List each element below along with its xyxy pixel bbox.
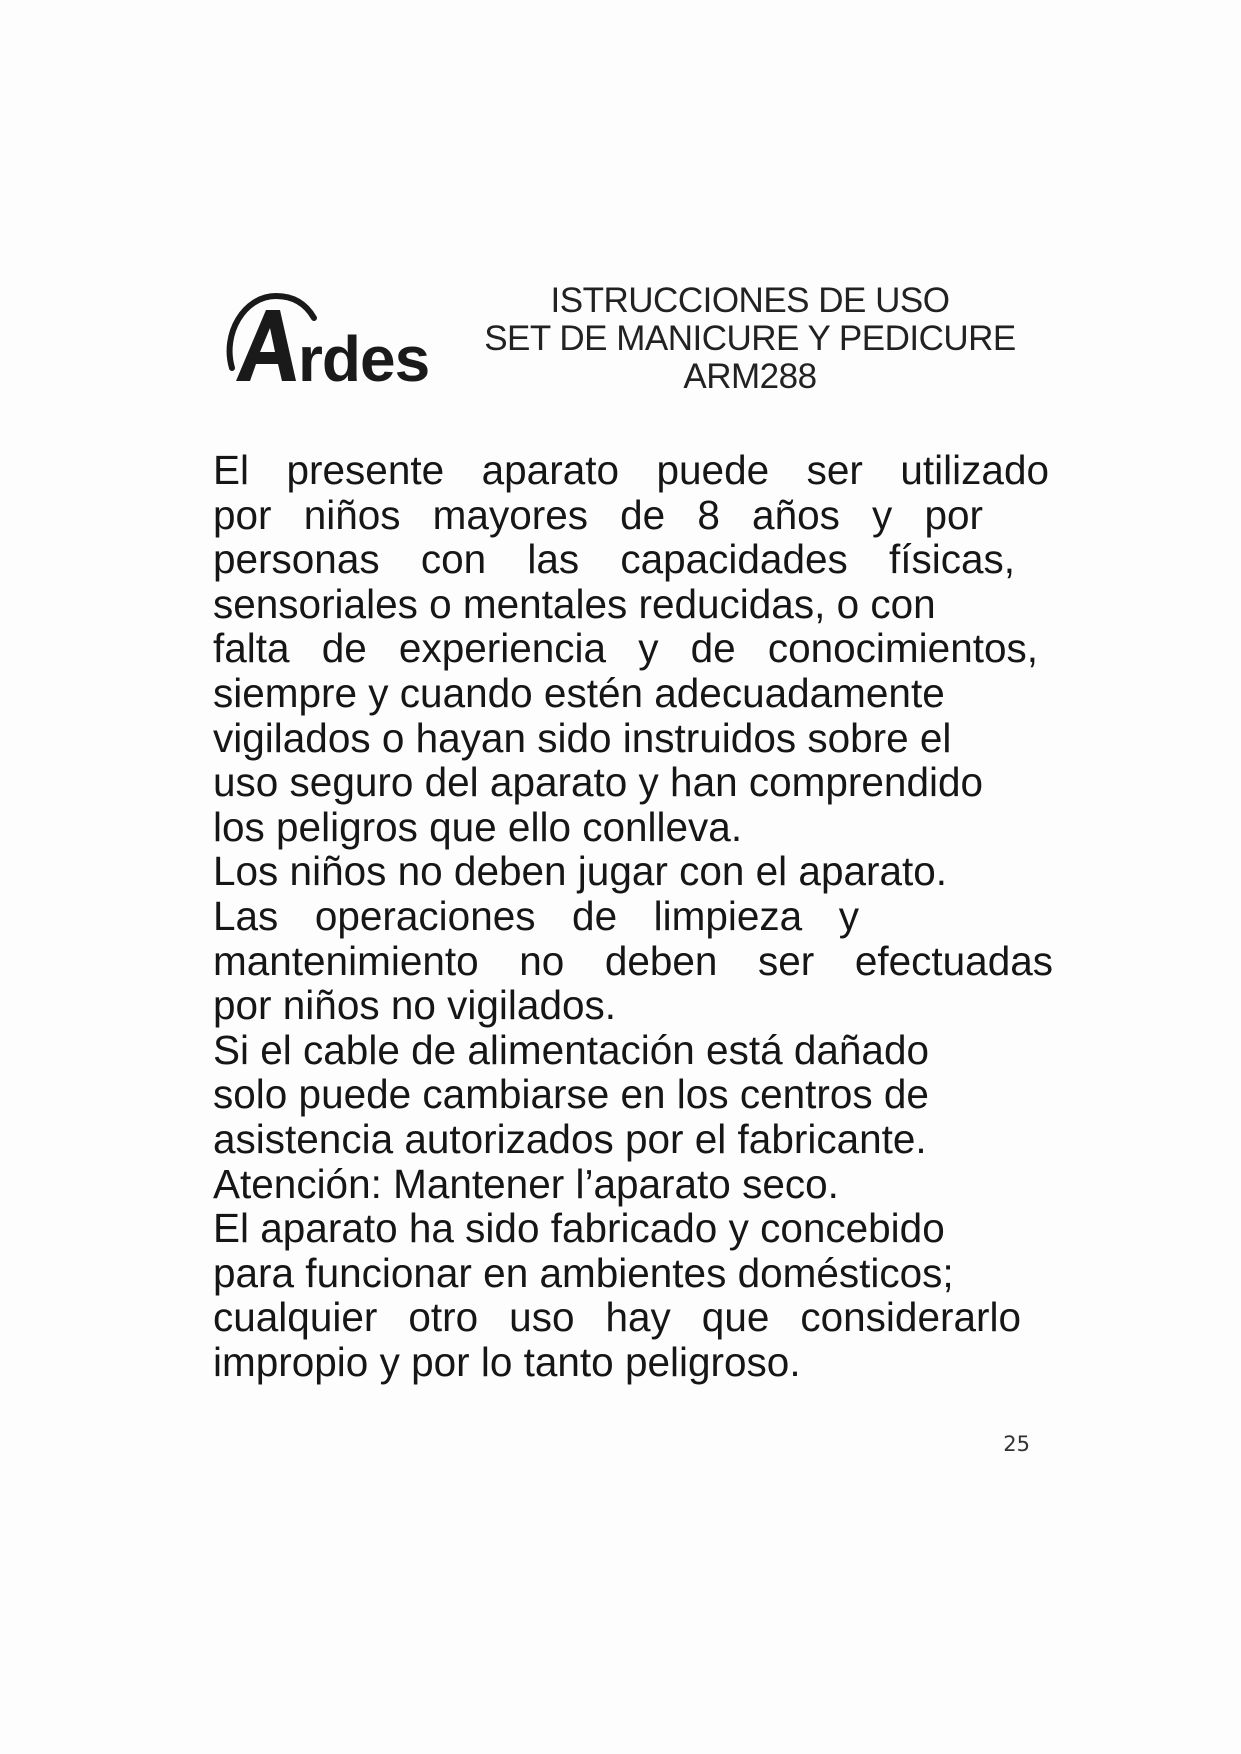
logo-wordmark: rdes [298, 323, 430, 395]
body-line: solo puede cambiarse en los centros de [213, 1071, 929, 1118]
body-line: mantenimiento no deben ser efectuadas [213, 937, 1053, 984]
header-subtitle: SET DE MANICURE Y PEDICURE [484, 319, 1016, 358]
header-model: ARM288 [683, 357, 817, 396]
body-line: vigilados o hayan sido instruidos sobre el [213, 714, 952, 761]
body-line: los peligros que ello conlleva. [213, 803, 743, 850]
body-line: personas con las capacidades físicas, [213, 536, 1015, 583]
body-line: Los niños no deben jugar con el aparato. [213, 848, 948, 895]
body-line: siempre y cuando estén adecuadamente [213, 669, 945, 716]
body-line: uso seguro del aparato y han comprendido [213, 759, 984, 806]
body-line: por niños no vigilados. [213, 982, 617, 1029]
header-title: ISTRUCCIONES DE USO [550, 281, 950, 320]
page-number: 25 [1003, 1432, 1030, 1456]
body-line: Atención: Mantener l’aparato seco. [213, 1160, 839, 1207]
body-line: Las operaciones de limpieza y [213, 892, 859, 939]
document-header [470, 282, 1030, 396]
body-line: El presente aparato puede ser utilizado [213, 447, 1049, 493]
ardes-logo-mark [214, 286, 464, 396]
body-paragraph [213, 448, 1073, 1384]
body-line: para funcionar en ambientes domésticos; [213, 1249, 954, 1296]
body-line: asistencia autorizados por el fabricante. [213, 1115, 927, 1162]
body-line: sensoriales o mentales reducidas, o con [213, 580, 936, 627]
body-line: Si el cable de alimentación está dañado [213, 1026, 929, 1073]
body-line: falta de experiencia y de conocimientos, [213, 625, 1038, 672]
body-line: cualquier otro uso hay que considerarlo [213, 1294, 1021, 1341]
ardes-logo [214, 286, 464, 396]
body-line: por niños mayores de 8 años y por [213, 491, 983, 538]
body-line: impropio y por lo tanto peligroso. [213, 1338, 801, 1385]
body-line: El aparato ha sido fabricado y concebido [213, 1205, 945, 1252]
